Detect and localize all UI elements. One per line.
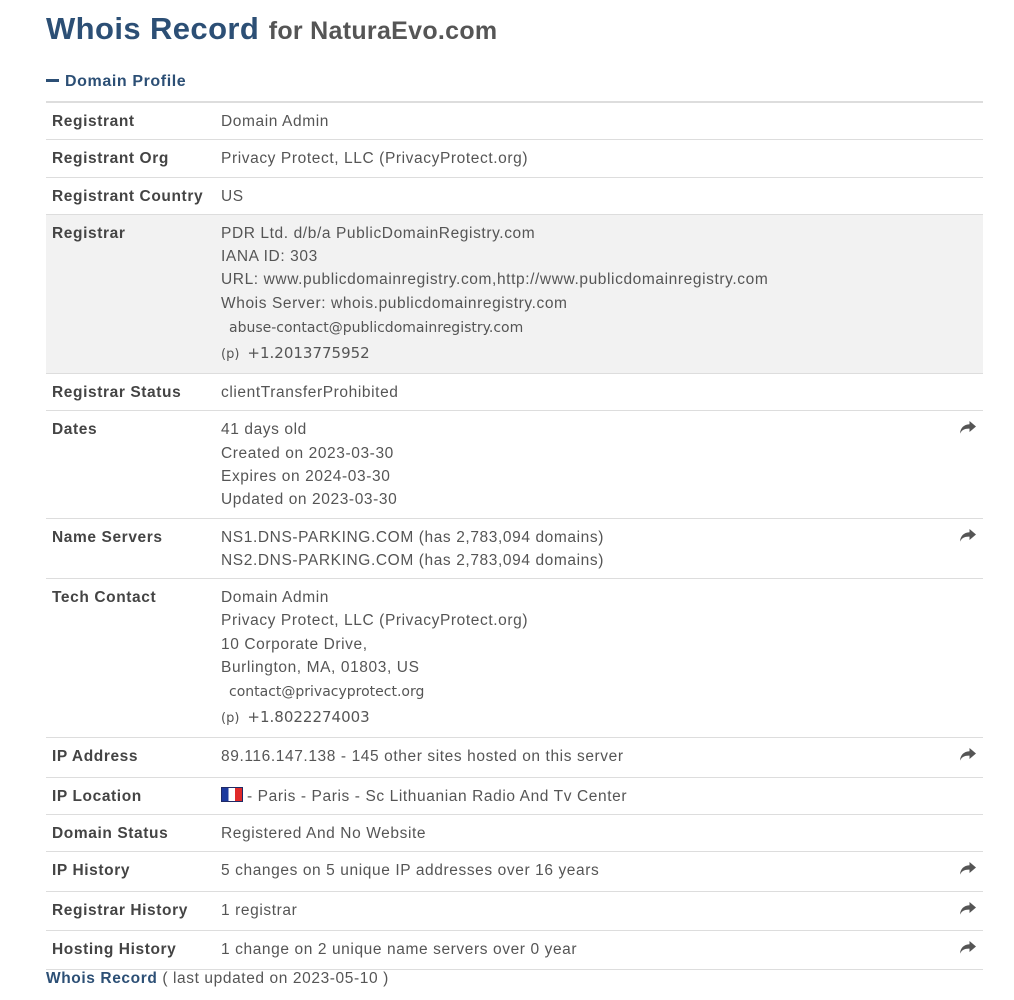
tech-contact-org: Privacy Protect, LLC (PrivacyProtect.org) xyxy=(221,612,529,630)
registrar-status-value: clientTransferProhibited xyxy=(215,374,947,411)
whois-record-link[interactable]: Whois Record xyxy=(46,970,158,987)
share-arrow-icon[interactable] xyxy=(959,420,977,436)
phone-number: +1.2013775952 xyxy=(247,344,370,363)
share-arrow-icon[interactable] xyxy=(959,747,977,763)
table-row xyxy=(46,214,983,373)
table-row xyxy=(46,852,983,891)
created-date: Created on 2023-03-30 xyxy=(221,444,394,462)
row-label: IP Address xyxy=(46,738,215,777)
domain-status-value: Registered And No Website xyxy=(215,814,947,851)
minus-icon[interactable] xyxy=(46,79,59,82)
registrant-org-value: Privacy Protect, LLC (PrivacyProtect.org) xyxy=(215,140,947,177)
page-title xyxy=(46,12,983,52)
registrar-whois-server: Whois Server: whois.publicdomainregistry.com xyxy=(221,294,568,312)
tech-contact-name: Domain Admin xyxy=(221,589,329,607)
row-label: Registrant Org xyxy=(46,140,215,177)
domain-profile-toggle[interactable] xyxy=(46,71,186,93)
row-label: Registrant xyxy=(46,102,215,140)
registrar-iana-id: IANA ID: 303 xyxy=(221,248,318,266)
whois-page xyxy=(46,0,983,987)
registrar-email: abuse-contact@publicdomainregistry.com xyxy=(229,320,524,337)
tech-contact-email: contact@privacyprotect.org xyxy=(229,684,425,701)
domain-profile-table xyxy=(46,101,983,970)
row-label: Registrar History xyxy=(46,891,215,930)
ip-address-value: 89.116.147.138 - 145 other sites hosted on this server xyxy=(215,738,947,777)
row-label: Dates xyxy=(46,411,215,518)
share-arrow-icon[interactable] xyxy=(959,901,977,917)
phone-prefix: (p) xyxy=(221,347,240,363)
share-arrow-icon[interactable] xyxy=(959,861,977,877)
table-row xyxy=(46,930,983,969)
tech-contact-value xyxy=(215,579,947,738)
domain-profile-label: Domain Profile xyxy=(65,73,187,90)
name-servers-value xyxy=(215,518,947,579)
table-row xyxy=(46,102,983,140)
registrant-value: Domain Admin xyxy=(215,102,947,140)
france-flag-icon xyxy=(221,787,243,802)
ip-location-text: - Paris - Paris - Sc Lithuanian Radio And Tv Center xyxy=(247,787,628,805)
phone-number: +1.8022274003 xyxy=(247,708,370,727)
dates-value xyxy=(215,411,947,518)
expires-date: Expires on 2024-03-30 xyxy=(221,467,391,485)
name-server-1: NS1.DNS-PARKING.COM (has 2,783,094 domains) xyxy=(221,528,605,546)
table-row xyxy=(46,177,983,214)
ip-history-value: 5 changes on 5 unique IP addresses over 16 years xyxy=(215,852,947,891)
table-row xyxy=(46,891,983,930)
page-title-main: Whois Record xyxy=(46,11,260,46)
row-label: Registrar Status xyxy=(46,374,215,411)
registrant-country-value: US xyxy=(215,177,947,214)
row-label: Name Servers xyxy=(46,518,215,579)
domain-age: 41 days old xyxy=(221,421,307,439)
row-label: Hosting History xyxy=(46,930,215,969)
whois-record-footer xyxy=(46,970,389,988)
table-row xyxy=(46,579,983,738)
updated-date: Updated on 2023-03-30 xyxy=(221,491,398,509)
registrar-value xyxy=(215,214,947,373)
tech-contact-street: 10 Corporate Drive, xyxy=(221,635,368,653)
row-label: Registrar xyxy=(46,214,215,373)
table-row xyxy=(46,374,983,411)
row-label: Tech Contact xyxy=(46,579,215,738)
ip-location-value xyxy=(215,777,947,814)
registrar-url: URL: www.publicdomainregistry.com,http://www.publicdomainregistry.com xyxy=(221,271,769,289)
tech-contact-phone xyxy=(221,705,941,731)
table-row xyxy=(46,738,983,777)
share-arrow-icon[interactable] xyxy=(959,940,977,956)
table-row xyxy=(46,518,983,579)
table-row xyxy=(46,140,983,177)
registrar-phone xyxy=(221,341,941,367)
row-label: Domain Status xyxy=(46,814,215,851)
registrar-history-value: 1 registrar xyxy=(215,891,947,930)
phone-prefix: (p) xyxy=(221,711,240,727)
share-arrow-icon[interactable] xyxy=(959,528,977,544)
registrar-name: PDR Ltd. d/b/a PublicDomainRegistry.com xyxy=(221,224,536,242)
last-updated: ( last updated on 2023-05-10 ) xyxy=(162,970,389,987)
page-title-domain: for NaturaEvo.com xyxy=(268,17,498,45)
table-row xyxy=(46,777,983,814)
row-label: Registrant Country xyxy=(46,177,215,214)
table-row xyxy=(46,814,983,851)
row-label: IP Location xyxy=(46,777,215,814)
tech-contact-city: Burlington, MA, 01803, US xyxy=(221,659,420,677)
table-row xyxy=(46,411,983,518)
hosting-history-value: 1 change on 2 unique name servers over 0 year xyxy=(215,930,947,969)
name-server-2: NS2.DNS-PARKING.COM (has 2,783,094 domains) xyxy=(221,551,605,569)
row-label: IP History xyxy=(46,852,215,891)
